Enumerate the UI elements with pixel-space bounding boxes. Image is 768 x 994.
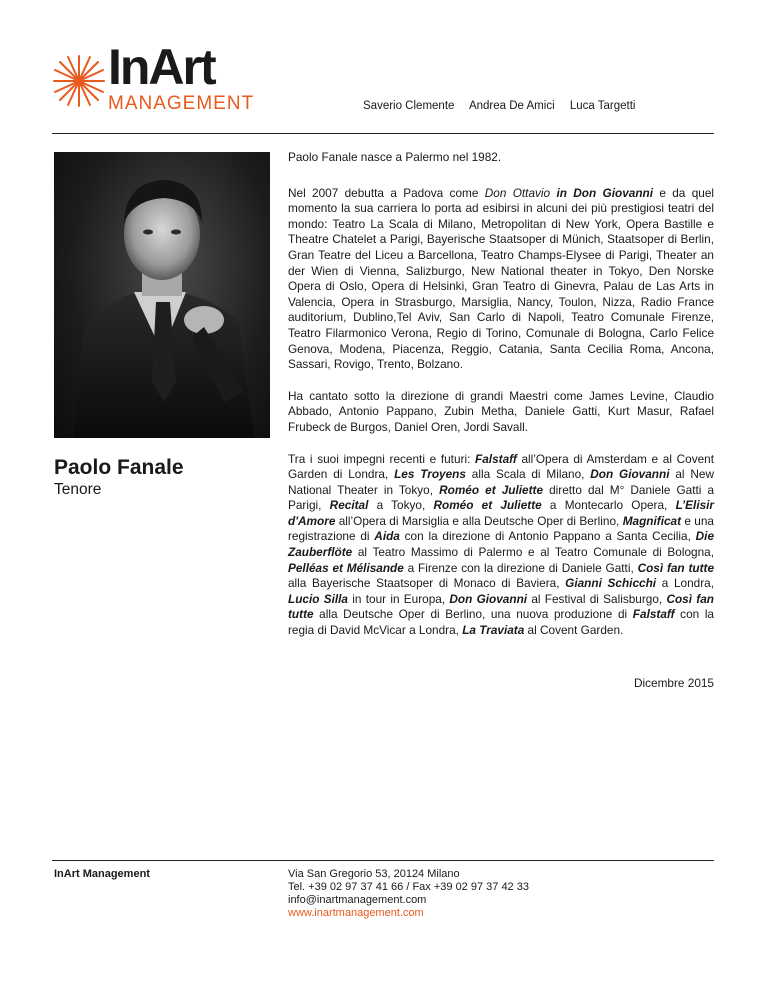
footer-website-link[interactable]: www.inartmanagement.com [288,907,424,919]
company-logo [52,39,262,120]
asterisk-star-icon [52,54,106,108]
footer-contacts [288,868,529,920]
biography [288,150,714,655]
agent-names [363,100,647,112]
footer-company: InArt Management [54,868,150,880]
footer-address: Via San Gregorio 53, 20124 Milano [288,868,460,880]
bio-paragraph: Ha cantato sotto la direzione di grandi Maestri come James Levine, Claudio Abbado, Antonio Pappano, Zubin Metha, Daniele Gatti, Kurt Masur, Rafael Frubeck de Burgos, Daniel Oren, Jordi Savall. [288,388,714,434]
footer-divider [52,860,714,861]
document-date: Dicembre 2015 [634,676,714,690]
agent-name: Saverio Clemente [363,100,455,112]
bio-paragraph: Paolo Fanale nasce a Palermo nel 1982. [288,150,502,164]
agent-name: Luca Targetti [569,100,636,112]
agent-name: Andrea De Amici [468,100,555,112]
header-divider [52,133,714,134]
artist-role: Tenore [54,481,102,498]
logo-subtitle: MANAGEMENT [108,93,255,114]
footer-phone: Tel. +39 02 97 37 41 66 / Fax +39 02 97 37 42 33 [288,881,529,893]
footer-email[interactable]: info@inartmanagement.com [288,894,427,906]
bio-paragraph: Nel 2007 debutta a Padova come Don Ottavio in Don Giovanni e da quel momento la sua carriera lo porta ad esibirsi in alcuni dei più prestigiosi teatri del mondo: Teatro La Scala di Milano, Metropolitan di New York, Opera Bastille e Theatre Chatelet a Parigi, Bayerische Staatsoper di Münich, Staatsoper di Berlin, Gran Teatre del Liceu a Barcellona, Teatro Champs-Elysee di Parigi, Theater an der Wien di Vienna, Salizburgo, New National theater in Tokyo, Den Norske Opera di Oslo, Opera di Helsinki, Gran Teatro di Ginevra, Palau de Las Arts in Valencia, Opera in Strasburgo, Marsiglia, Nancy, Toulon, Nizza, Radio France auditorium, Dublino,Tel Aviv, San Carlo di Napoli, Teatro Comunale Firenze, Teatro Filarmonico Verona, Regio di Torino, Comunale di Bologna, Carlo Felice Genova, Modena, Piacenza, Reggio, Catania, Santa Cecilia Roma, Ancona, Sassari, Rovigo, Trento, Bolzano. [288,185,715,372]
bio-paragraph: Tra i suoi impegni recenti e futuri: Falstaff all’Opera di Amsterdam e al Covent Garden di Londra, Les Troyens alla Scala di Milano, Don Giovanni al New National Theater in Tokyo, Roméo et Juliette diretto dal M° Daniele Gatti a Parigi, Recital a Tokyo, Roméo et Juliette a Montecarlo Opera, L’Elisir d'Amore all’Opera di Marsiglia e alla Deutsche Oper di Berlino, Magnificat e una registrazione di Aida con la direzione di Antonio Pappano a Santa Cecilia, Die Zauberflöte al Teatro Massimo di Palermo e al Teatro Comunale di Bologna, Pelléas et Mélisande a Firenze con la direzione di Daniele Gatti, Così fan tutte alla Bayerische Staatsoper di Monaco di Baviera, Gianni Schicchi a Londra, Lucio Silla in tour in Europa, Don Giovanni al Festival di Salisburgo, Così fan tutte alla Deutsche Oper di Berlino, una nuova produzione di Falstaff con la regia di David McVicar a Londra, La Traviata al Covent Garden. [288,451,715,638]
artist-name: Paolo Fanale [54,456,184,479]
artist-portrait [54,152,270,438]
logo-wordmark: InArt [108,39,215,95]
